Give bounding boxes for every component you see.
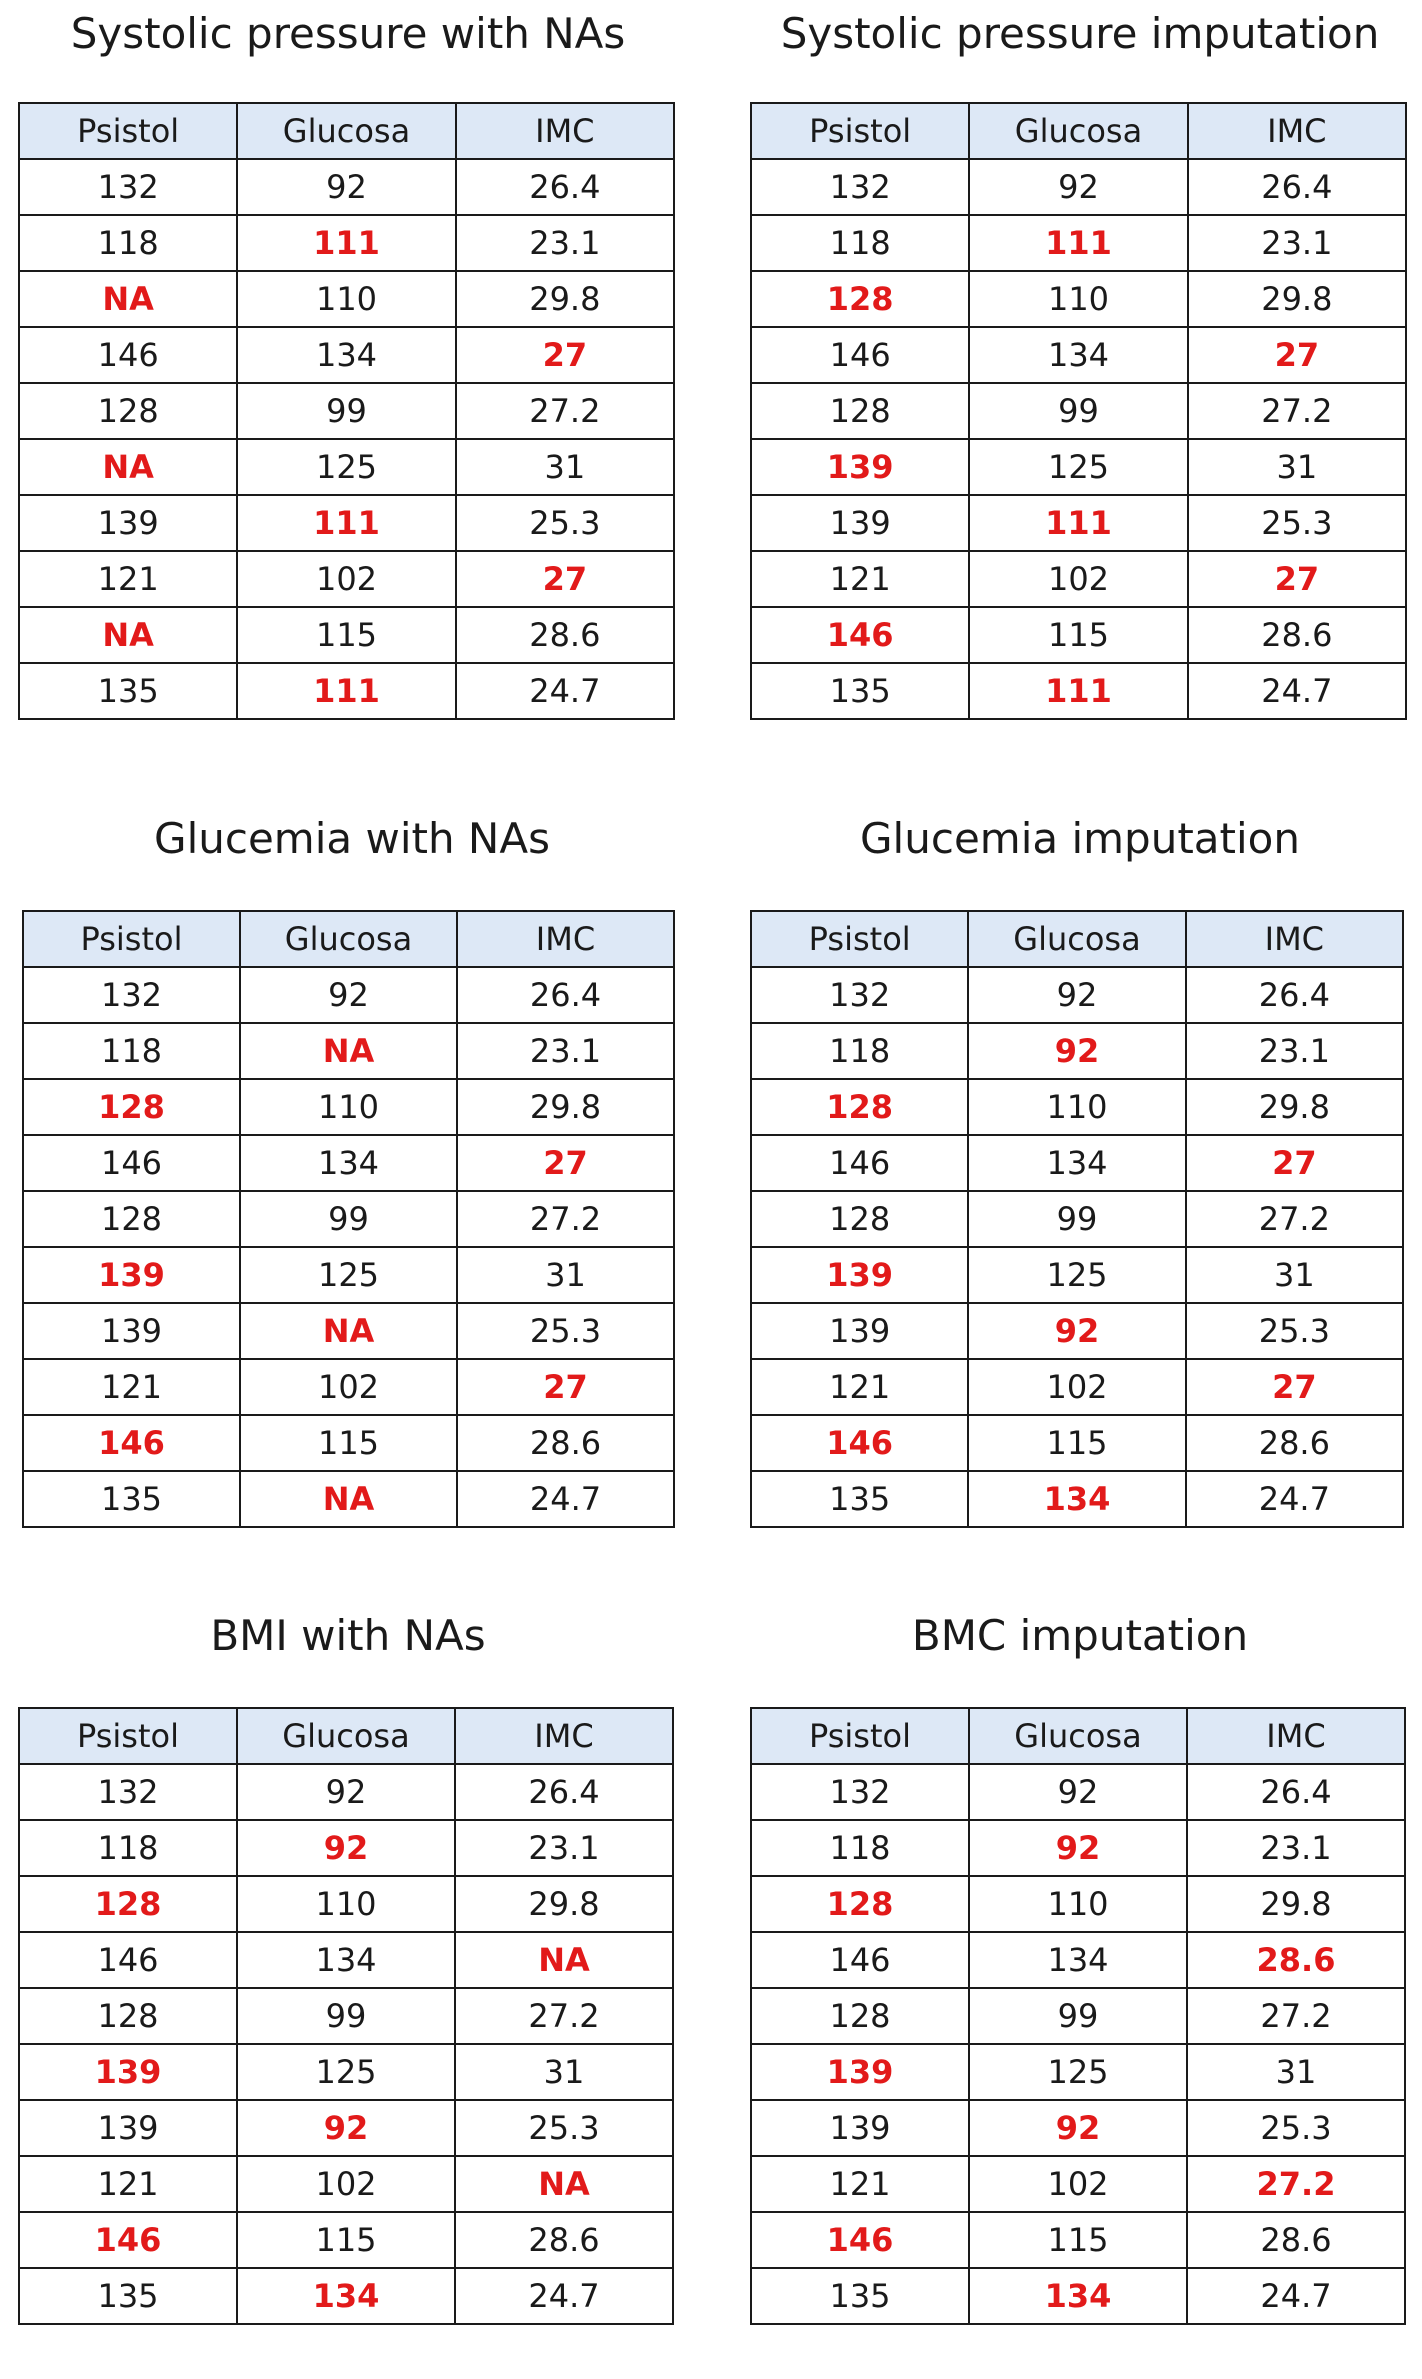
table-cell: 29.8 [456, 271, 674, 327]
table-row [19, 1764, 673, 1820]
highlighted-cell: 139 [751, 439, 969, 495]
table-row [751, 551, 1406, 607]
highlighted-cell: NA [19, 439, 237, 495]
table-row [23, 967, 674, 1023]
table-cell: 24.7 [1188, 663, 1406, 719]
column-header: Glucosa [240, 911, 457, 967]
table-cell: 102 [237, 2156, 455, 2212]
table-row [19, 2212, 673, 2268]
column-header: Glucosa [237, 1708, 455, 1764]
table-header-row [751, 1708, 1405, 1764]
table-row [751, 2044, 1405, 2100]
column-header: Psistol [751, 1708, 969, 1764]
table-cell: 139 [19, 495, 237, 551]
table-cell: 118 [751, 215, 969, 271]
table-cell: 128 [751, 383, 969, 439]
highlighted-cell: 92 [969, 2100, 1187, 2156]
table-cell: 102 [969, 2156, 1187, 2212]
table-row [23, 1191, 674, 1247]
table-cell: 121 [751, 2156, 969, 2212]
table-cell: 128 [19, 383, 237, 439]
table-row [751, 1023, 1403, 1079]
table-cell: 24.7 [455, 2268, 673, 2324]
table-header-row [23, 911, 674, 967]
table-row [19, 159, 674, 215]
highlighted-cell: 134 [237, 2268, 455, 2324]
data-table [18, 102, 675, 720]
table-header-row [751, 103, 1406, 159]
table-cell: 110 [237, 1876, 455, 1932]
table-row [19, 2044, 673, 2100]
table-cell: 99 [969, 383, 1187, 439]
table-row [19, 383, 674, 439]
table-cell: 28.6 [1187, 2212, 1405, 2268]
table-cell: 102 [968, 1359, 1185, 1415]
highlighted-cell: 139 [19, 2044, 237, 2100]
table-cell: 135 [19, 663, 237, 719]
table-row [751, 1247, 1403, 1303]
highlighted-cell: NA [240, 1303, 457, 1359]
table-cell: 118 [23, 1023, 240, 1079]
table-cell: 28.6 [456, 607, 674, 663]
table-cell: 132 [23, 967, 240, 1023]
table-cell: 23.1 [1188, 215, 1406, 271]
highlighted-cell: 92 [968, 1303, 1185, 1359]
table-cell: 134 [968, 1135, 1185, 1191]
table-row [23, 1023, 674, 1079]
table-row [751, 215, 1406, 271]
table-cell: 25.3 [457, 1303, 674, 1359]
table-cell: 110 [969, 1876, 1187, 1932]
table-cell: 121 [751, 551, 969, 607]
panel-title: Systolic pressure with NAs [70, 9, 626, 58]
table-cell: 27.2 [455, 1988, 673, 2044]
table-cell: 110 [237, 271, 455, 327]
table-cell: 24.7 [1186, 1471, 1403, 1527]
table-cell: 28.6 [1186, 1415, 1403, 1471]
table-row [751, 1415, 1403, 1471]
table-cell: 28.6 [1188, 607, 1406, 663]
table-row [751, 1932, 1405, 1988]
table-cell: 121 [19, 2156, 237, 2212]
column-header: IMC [455, 1708, 673, 1764]
table-cell: 132 [751, 1764, 969, 1820]
table-row [751, 607, 1406, 663]
table-cell: 139 [751, 1303, 968, 1359]
table-row [751, 1079, 1403, 1135]
table-row [751, 1359, 1403, 1415]
panel-title: Glucemia with NAs [154, 814, 550, 863]
column-header: IMC [456, 103, 674, 159]
table-cell: 92 [237, 1764, 455, 1820]
highlighted-cell: 146 [751, 607, 969, 663]
table-cell: 25.3 [455, 2100, 673, 2156]
table-cell: 135 [751, 1471, 968, 1527]
highlighted-cell: 139 [23, 1247, 240, 1303]
table-cell: 118 [19, 1820, 237, 1876]
table-cell: 115 [969, 607, 1187, 663]
highlighted-cell: 27 [457, 1135, 674, 1191]
table-cell: 139 [751, 2100, 969, 2156]
table-row [751, 1820, 1405, 1876]
table-cell: 92 [969, 159, 1187, 215]
table-cell: 132 [19, 159, 237, 215]
table-row [19, 327, 674, 383]
table-cell: 115 [968, 1415, 1185, 1471]
table-cell: 139 [751, 495, 969, 551]
highlighted-cell: 146 [23, 1415, 240, 1471]
table-row [751, 271, 1406, 327]
column-header: Glucosa [237, 103, 455, 159]
column-header: Glucosa [968, 911, 1185, 967]
data-table [18, 1707, 674, 2325]
table-row [751, 1471, 1403, 1527]
table-cell: 134 [969, 1932, 1187, 1988]
highlighted-cell: 27 [1188, 551, 1406, 607]
column-header: Psistol [19, 1708, 237, 1764]
table-cell: 26.4 [457, 967, 674, 1023]
table-row [751, 2212, 1405, 2268]
table-cell: 24.7 [456, 663, 674, 719]
table-cell: 121 [751, 1359, 968, 1415]
table-cell: 146 [751, 327, 969, 383]
highlighted-cell: 27.2 [1187, 2156, 1405, 2212]
table-cell: 135 [19, 2268, 237, 2324]
table-row [19, 2156, 673, 2212]
highlighted-cell: NA [240, 1471, 457, 1527]
table-cell: 31 [1187, 2044, 1405, 2100]
table-cell: 125 [969, 2044, 1187, 2100]
table-cell: 128 [19, 1988, 237, 2044]
table-row [19, 215, 674, 271]
table-cell: 29.8 [1186, 1079, 1403, 1135]
table-row [23, 1135, 674, 1191]
table-cell: 134 [240, 1135, 457, 1191]
highlighted-cell: NA [240, 1023, 457, 1079]
column-header: Psistol [751, 103, 969, 159]
table-row [23, 1079, 674, 1135]
table-cell: 31 [457, 1247, 674, 1303]
column-header: Psistol [751, 911, 968, 967]
table-row [19, 663, 674, 719]
highlighted-cell: 128 [751, 1079, 968, 1135]
table-cell: 25.3 [1186, 1303, 1403, 1359]
table-row [19, 1988, 673, 2044]
table-row [751, 967, 1403, 1023]
table-row [19, 2268, 673, 2324]
table-cell: 27.2 [1188, 383, 1406, 439]
table-cell: 125 [240, 1247, 457, 1303]
table-cell: 102 [969, 551, 1187, 607]
table-row [751, 1191, 1403, 1247]
table-cell: 146 [23, 1135, 240, 1191]
highlighted-cell: 27 [456, 551, 674, 607]
table-row [751, 327, 1406, 383]
table-cell: 23.1 [457, 1023, 674, 1079]
column-header: Psistol [19, 103, 237, 159]
table-cell: 139 [23, 1303, 240, 1359]
table-cell: 23.1 [456, 215, 674, 271]
table-cell: 31 [455, 2044, 673, 2100]
table-cell: 132 [751, 159, 969, 215]
table-cell: 110 [968, 1079, 1185, 1135]
table-row [19, 1820, 673, 1876]
table-cell: 26.4 [1186, 967, 1403, 1023]
table-cell: 128 [751, 1191, 968, 1247]
highlighted-cell: NA [455, 1932, 673, 1988]
table-cell: 29.8 [1187, 1876, 1405, 1932]
highlighted-cell: NA [19, 271, 237, 327]
highlighted-cell: 146 [19, 2212, 237, 2268]
table-row [751, 1988, 1405, 2044]
table-header-row [751, 911, 1403, 967]
highlighted-cell: 27 [1188, 327, 1406, 383]
table-cell: 99 [240, 1191, 457, 1247]
data-table [750, 102, 1407, 720]
table-cell: 25.3 [1187, 2100, 1405, 2156]
table-cell: 110 [240, 1079, 457, 1135]
table-cell: 29.8 [455, 1876, 673, 1932]
table-row [19, 439, 674, 495]
highlighted-cell: 111 [237, 495, 455, 551]
table-header-row [19, 1708, 673, 1764]
highlighted-cell: 111 [969, 495, 1187, 551]
table-cell: 146 [19, 327, 237, 383]
column-header: IMC [457, 911, 674, 967]
data-table [750, 1707, 1406, 2325]
table-cell: 25.3 [456, 495, 674, 551]
table-cell: 128 [23, 1191, 240, 1247]
table-cell: 31 [1186, 1247, 1403, 1303]
table-cell: 146 [751, 1932, 969, 1988]
table-cell: 135 [751, 2268, 969, 2324]
table-cell: 115 [237, 607, 455, 663]
table-cell: 92 [240, 967, 457, 1023]
table-row [751, 2268, 1405, 2324]
table-cell: 146 [751, 1135, 968, 1191]
table-row [751, 1303, 1403, 1359]
highlighted-cell: 111 [237, 663, 455, 719]
table-row [751, 1876, 1405, 1932]
panel-title: Systolic pressure imputation [780, 9, 1380, 58]
table-row [19, 1876, 673, 1932]
column-header: IMC [1186, 911, 1403, 967]
highlighted-cell: NA [19, 607, 237, 663]
table-row [751, 383, 1406, 439]
table-cell: 135 [23, 1471, 240, 1527]
table-cell: 118 [751, 1820, 969, 1876]
highlighted-cell: 139 [751, 1247, 968, 1303]
table-cell: 125 [237, 439, 455, 495]
highlighted-cell: 139 [751, 2044, 969, 2100]
table-cell: 23.1 [1187, 1820, 1405, 1876]
column-header: Psistol [23, 911, 240, 967]
table-row [751, 495, 1406, 551]
table-cell: 115 [237, 2212, 455, 2268]
table-row [751, 663, 1406, 719]
table-cell: 31 [456, 439, 674, 495]
table-cell: 99 [968, 1191, 1185, 1247]
table-cell: 99 [237, 1988, 455, 2044]
data-table [750, 910, 1404, 1528]
table-cell: 118 [19, 215, 237, 271]
panel-title: Glucemia imputation [860, 814, 1300, 863]
table-cell: 125 [969, 439, 1187, 495]
table-cell: 92 [968, 967, 1185, 1023]
table-cell: 115 [240, 1415, 457, 1471]
highlighted-cell: 27 [1186, 1135, 1403, 1191]
column-header: Glucosa [969, 103, 1187, 159]
table-row [751, 439, 1406, 495]
highlighted-cell: 146 [751, 1415, 968, 1471]
table-cell: 132 [19, 1764, 237, 1820]
table-cell: 134 [237, 1932, 455, 1988]
highlighted-cell: 111 [237, 215, 455, 271]
table-row [751, 2100, 1405, 2156]
highlighted-cell: 27 [456, 327, 674, 383]
panel-title: BMC imputation [911, 1611, 1249, 1660]
table-cell: 146 [19, 1932, 237, 1988]
highlighted-cell: 27 [1186, 1359, 1403, 1415]
highlighted-cell: 128 [23, 1079, 240, 1135]
table-cell: 99 [237, 383, 455, 439]
table-cell: 23.1 [1186, 1023, 1403, 1079]
table-cell: 26.4 [1188, 159, 1406, 215]
table-header-row [19, 103, 674, 159]
highlighted-cell: 128 [751, 1876, 969, 1932]
table-cell: 99 [969, 1988, 1187, 2044]
table-row [19, 2100, 673, 2156]
highlighted-cell: 92 [237, 2100, 455, 2156]
table-cell: 27.2 [1187, 1988, 1405, 2044]
table-cell: 29.8 [1188, 271, 1406, 327]
table-cell: 115 [969, 2212, 1187, 2268]
table-cell: 24.7 [457, 1471, 674, 1527]
highlighted-cell: 92 [237, 1820, 455, 1876]
table-cell: 24.7 [1187, 2268, 1405, 2324]
table-cell: 26.4 [456, 159, 674, 215]
table-cell: 118 [751, 1023, 968, 1079]
column-header: Glucosa [969, 1708, 1187, 1764]
table-row [23, 1415, 674, 1471]
table-cell: 102 [237, 551, 455, 607]
highlighted-cell: 111 [969, 215, 1187, 271]
table-row [751, 1764, 1405, 1820]
table-cell: 28.6 [455, 2212, 673, 2268]
table-cell: 92 [969, 1764, 1187, 1820]
table-cell: 25.3 [1188, 495, 1406, 551]
table-cell: 135 [751, 663, 969, 719]
table-cell: 121 [19, 551, 237, 607]
table-cell: 125 [968, 1247, 1185, 1303]
table-cell: 26.4 [455, 1764, 673, 1820]
table-cell: 134 [969, 327, 1187, 383]
column-header: IMC [1187, 1708, 1405, 1764]
table-cell: 139 [19, 2100, 237, 2156]
table-row [751, 1135, 1403, 1191]
table-cell: 110 [969, 271, 1187, 327]
table-cell: 121 [23, 1359, 240, 1415]
table-cell: 29.8 [457, 1079, 674, 1135]
highlighted-cell: NA [455, 2156, 673, 2212]
table-cell: 23.1 [455, 1820, 673, 1876]
highlighted-cell: 128 [19, 1876, 237, 1932]
table-row [23, 1471, 674, 1527]
table-row [19, 495, 674, 551]
table-cell: 31 [1188, 439, 1406, 495]
highlighted-cell: 28.6 [1187, 1932, 1405, 1988]
highlighted-cell: 134 [969, 2268, 1187, 2324]
table-row [19, 551, 674, 607]
table-cell: 125 [237, 2044, 455, 2100]
table-cell: 102 [240, 1359, 457, 1415]
table-cell: 132 [751, 967, 968, 1023]
data-table [22, 910, 675, 1528]
highlighted-cell: 128 [751, 271, 969, 327]
table-row [751, 159, 1406, 215]
table-row [19, 1932, 673, 1988]
table-cell: 26.4 [1187, 1764, 1405, 1820]
table-cell: 27.2 [457, 1191, 674, 1247]
table-row [23, 1359, 674, 1415]
table-row [751, 2156, 1405, 2212]
column-header: IMC [1188, 103, 1406, 159]
table-row [23, 1247, 674, 1303]
highlighted-cell: 146 [751, 2212, 969, 2268]
table-cell: 128 [751, 1988, 969, 2044]
highlighted-cell: 27 [457, 1359, 674, 1415]
table-cell: 27.2 [456, 383, 674, 439]
table-cell: 134 [237, 327, 455, 383]
highlighted-cell: 111 [969, 663, 1187, 719]
table-row [23, 1303, 674, 1359]
table-cell: 27.2 [1186, 1191, 1403, 1247]
highlighted-cell: 134 [968, 1471, 1185, 1527]
table-cell: 28.6 [457, 1415, 674, 1471]
panel-title: BMI with NAs [210, 1611, 486, 1660]
highlighted-cell: 92 [969, 1820, 1187, 1876]
table-row [19, 271, 674, 327]
table-cell: 92 [237, 159, 455, 215]
table-row [19, 607, 674, 663]
highlighted-cell: 92 [968, 1023, 1185, 1079]
